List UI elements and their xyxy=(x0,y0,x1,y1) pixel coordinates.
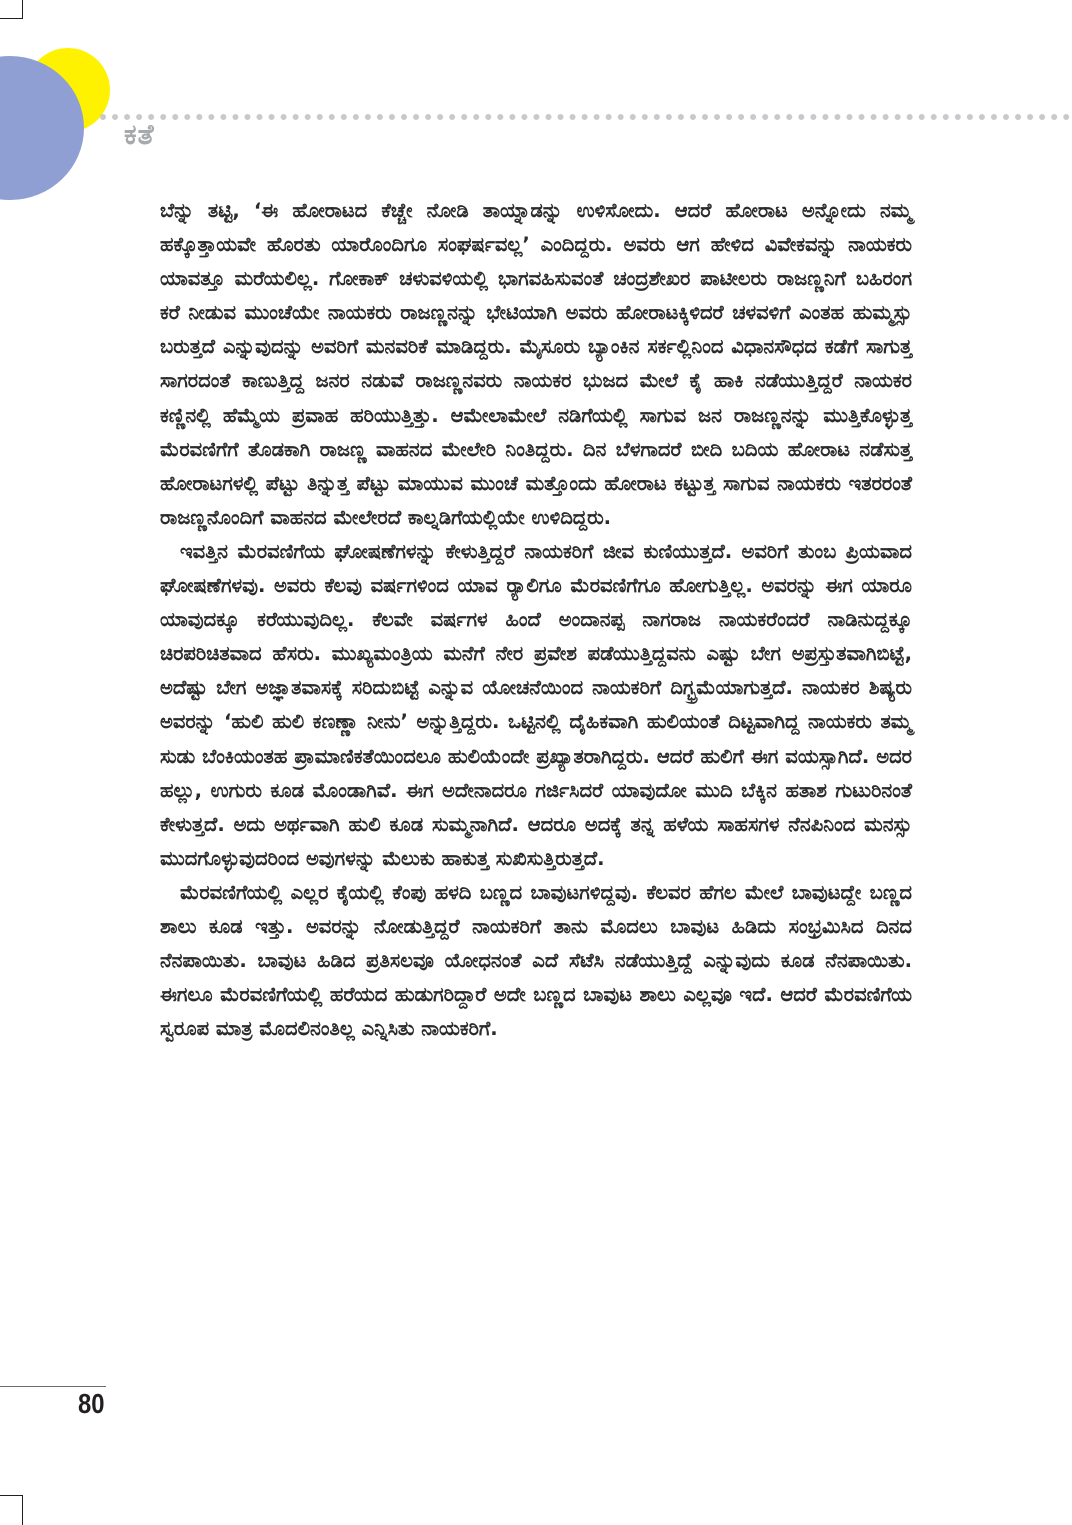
footer-rule xyxy=(0,1386,106,1387)
crop-mark-top-v xyxy=(22,0,23,19)
crop-mark-bottom-v xyxy=(22,1495,23,1525)
paragraph: ಇವತ್ತಿನ ಮೆರವಣಿಗೆಯ ಘೋಷಣೆಗಳನ್ನು ಕೇಳುತ್ತಿದ್ದರೆ ನಾಯಕರಿಗೆ ಜೀವ ಕುಣಿಯುತ್ತದೆ. ಅವರಿಗೆ ತುಂಬ ಪ್ರಿಯವಾದ ಘೋಷಣೆಗಳವು. ಅವರು ಕೆಲವು ವರ್ಷಗಳಿಂದ ಯಾವ ರ್‍ಯಾಲಿಗೂ ಮೆರವಣಿಗೆಗೂ ಹೋಗುತ್ತಿಲ್ಲ. ಅವರನ್ನು ಈಗ ಯಾರೂ ಯಾವುದಕ್ಕೂ ಕರೆಯುವುದಿಲ್ಲ. ಕೆಲವೇ ವರ್ಷಗಳ ಹಿಂದೆ ಅಂದಾನಪ್ಪ ನಾಗರಾಜ ನಾಯಕರೆಂದರೆ ನಾಡಿನುದ್ದಕ್ಕೂ ಚಿರಪರಿಚಿತವಾದ ಹೆಸರು. ಮುಖ್ಯಮಂತ್ರಿಯ ಮನೆಗೆ ನೇರ ಪ್ರವೇಶ ಪಡೆಯುತ್ತಿದ್ದವನು ಎಷ್ಟು ಬೇಗ ಅಪ್ರಸ್ತುತವಾಗಿಬಿಟ್ಟೆ, ಅದೆಷ್ಟು ಬೇಗ ಅಜ್ಞಾತವಾಸಕ್ಕೆ ಸರಿದುಬಿಟ್ಟೆ ಎನ್ನುವ ಯೋಚನೆಯಿಂದ ನಾಯಕರಿಗೆ ದಿಗ್ಭ್ರಮೆಯಾಗುತ್ತದೆ. ನಾಯಕರ ಶಿಷ್ಯರು ಅವರನ್ನು ‘ಹುಲಿ ಹುಲಿ ಕಣಣ್ಣಾ ನೀನು’ ಅನ್ನುತ್ತಿದ್ದರು. ಒಟ್ಟಿನಲ್ಲಿ ದೈಹಿಕವಾಗಿ ಹುಲಿಯಂತೆ ದಿಟ್ಟವಾಗಿದ್ದ ನಾಯಕರು ತಮ್ಮ ಸುಡು ಬೆಂಕಿಯಂತಹ ಪ್ರಾಮಾಣಿಕತೆಯಿಂದಲೂ ಹುಲಿಯೆಂದೇ ಪ್ರಖ್ಯಾತರಾಗಿದ್ದರು. ಆದರೆ ಹುಲಿಗೆ ಈಗ ವಯಸ್ಸಾಗಿದೆ. ಅದರ ಹಲ್ಲು, ಉಗುರು ಕೂಡ ಮೊಂಡಾಗಿವೆ. ಈಗ ಅದೇನಾದರೂ ಗರ್ಜಿಸಿದರೆ ಯಾವುದೋ ಮುದಿ ಬೆಕ್ಕಿನ ಹತಾಶ ಗುಟುರಿನಂತೆ ಕೇಳುತ್ತದೆ. ಅದು ಅರ್ಥವಾಗಿ ಹುಲಿ ಕೂಡ ಸುಮ್ಮನಾಗಿದೆ. ಆದರೂ ಅದಕ್ಕೆ ತನ್ನ ಹಳೆಯ ಸಾಹಸಗಳ ನೆನಪಿನಿಂದ ಮನಸ್ಸು ಮುದಗೊಳ್ಳುವುದರಿಂದ ಅವುಗಳನ್ನು ಮೆಲುಕು ಹಾಕುತ್ತ ಸುಖಿಸುತ್ತಿರುತ್ತದೆ. xyxy=(160,539,912,870)
story-text xyxy=(160,194,912,1046)
header-dotted-rule xyxy=(100,114,1070,120)
crop-mark-top-h xyxy=(0,18,22,19)
page-number: 80 xyxy=(78,1388,105,1419)
section-label: ಕತೆ xyxy=(124,118,155,151)
paragraph: ಬೆನ್ನು ತಟ್ಟಿ, ‘ಈ ಹೋರಾಟದ ಕೆಚ್ಚೇ ನೋಡಿ ತಾಯ್ನಾಡನ್ನು ಉಳಿಸೋದು. ಆದರೆ ಹೋರಾಟ ಅನ್ನೋದು ನಮ್ಮ ಹಕ್ಕೊತ್ತಾಯವೇ ಹೊರತು ಯಾರೊಂದಿಗೂ ಸಂಘರ್ಷವಲ್ಲ’ ಎಂದಿದ್ದರು. ಅವರು ಆಗ ಹೇಳಿದ ವಿವೇಕವನ್ನು ನಾಯಕರು ಯಾವತ್ತೂ ಮರೆಯಲಿಲ್ಲ. ಗೋಕಾಕ್ ಚಳುವಳಿಯಲ್ಲಿ ಭಾಗವಹಿಸುವಂತೆ ಚಂದ್ರಶೇಖರ ಪಾಟೀಲರು ರಾಜಣ್ಣನಿಗೆ ಬಹಿರಂಗ ಕರೆ ನೀಡುವ ಮುಂಚೆಯೇ ನಾಯಕರು ರಾಜಣ್ಣನನ್ನು ಭೇಟಿಯಾಗಿ ಅವರು ಹೋರಾಟಕ್ಕಿಳಿದರೆ ಚಳವಳಿಗೆ ಎಂತಹ ಹುಮ್ಮಸ್ಸು ಬರುತ್ತದೆ ಎನ್ನುವುದನ್ನು ಅವರಿಗೆ ಮನವರಿಕೆ ಮಾಡಿದ್ದರು. ಮೈಸೂರು ಬ್ಯಾಂಕಿನ ಸರ್ಕಲ್ಲಿನಿಂದ ವಿಧಾನಸೌಧದ ಕಡೆಗೆ ಸಾಗುತ್ತ ಸಾಗರದಂತೆ ಕಾಣುತ್ತಿದ್ದ ಜನರ ನಡುವೆ ರಾಜಣ್ಣನವರು ನಾಯಕರ ಭುಜದ ಮೇಲೆ ಕೈ ಹಾಕಿ ನಡೆಯುತ್ತಿದ್ದರೆ ನಾಯಕರ ಕಣ್ಣಿನಲ್ಲಿ ಹೆಮ್ಮೆಯ ಪ್ರವಾಹ ಹರಿಯುತ್ತಿತ್ತು. ಆಮೇಲಾಮೇಲೆ ನಡಿಗೆಯಲ್ಲಿ ಸಾಗುವ ಜನ ರಾಜಣ್ಣನನ್ನು ಮುತ್ತಿಕೊಳ್ಳುತ್ತ ಮೆರವಣಿಗೆಗೆ ತೊಡಕಾಗಿ ರಾಜಣ್ಣ ವಾಹನದ ಮೇಲೇರಿ ನಿಂತಿದ್ದರು. ದಿನ ಬೆಳಗಾದರೆ ಬೀದಿ ಬದಿಯ ಹೋರಾಟ ನಡೆಸುತ್ತ ಹೋರಾಟಗಳಲ್ಲಿ ಪೆಟ್ಟು ತಿನ್ನುತ್ತ ಪೆಟ್ಟು ಮಾಯುವ ಮುಂಚೆ ಮತ್ತೊಂದು ಹೋರಾಟ ಕಟ್ಟುತ್ತ ಸಾಗುವ ನಾಯಕರು ಇತರರಂತೆ ರಾಜಣ್ಣನೊಂದಿಗೆ ವಾಹನದ ಮೇಲೇರದೆ ಕಾಲ್ನಡಿಗೆಯಲ್ಲಿಯೇ ಉಳಿದಿದ್ದರು. xyxy=(160,199,912,529)
paragraph: ಮೆರವಣಿಗೆಯಲ್ಲಿ ಎಲ್ಲರ ಕೈಯಲ್ಲಿ ಕೆಂಪು ಹಳದಿ ಬಣ್ಣದ ಬಾವುಟಗಳಿದ್ದವು. ಕೆಲವರ ಹೆಗಲ ಮೇಲೆ ಬಾವುಟದ್ದೇ ಬಣ್ಣದ ಶಾಲು ಕೂಡ ಇತ್ತು. ಅವರನ್ನು ನೋಡುತ್ತಿದ್ದರೆ ನಾಯಕರಿಗೆ ತಾನು ಮೊದಲು ಬಾವುಟ ಹಿಡಿದು ಸಂಭ್ರಮಿಸಿದ ದಿನದ ನೆನಪಾಯಿತು. ಬಾವುಟ ಹಿಡಿದ ಪ್ರತಿಸಲವೂ ಯೋಧನಂತೆ ಎದೆ ಸೆಟೆಸಿ ನಡೆಯುತ್ತಿದ್ದೆ ಎನ್ನುವುದು ಕೂಡ ನೆನಪಾಯಿತು. ಈಗಲೂ ಮೆರವಣಿಗೆಯಲ್ಲಿ ಹರೆಯದ ಹುಡುಗರಿದ್ದಾರೆ ಅದೇ ಬಣ್ಣದ ಬಾವುಟ ಶಾಲು ಎಲ್ಲವೂ ಇದೆ. ಆದರೆ ಮೆರವಣಿಗೆಯ ಸ್ವರೂಪ ಮಾತ್ರ ಮೊದಲಿನಂತಿಲ್ಲ ಎನ್ನಿಸಿತು ನಾಯಕರಿಗೆ. xyxy=(160,880,912,1041)
crop-mark-bottom-h xyxy=(0,1495,22,1496)
